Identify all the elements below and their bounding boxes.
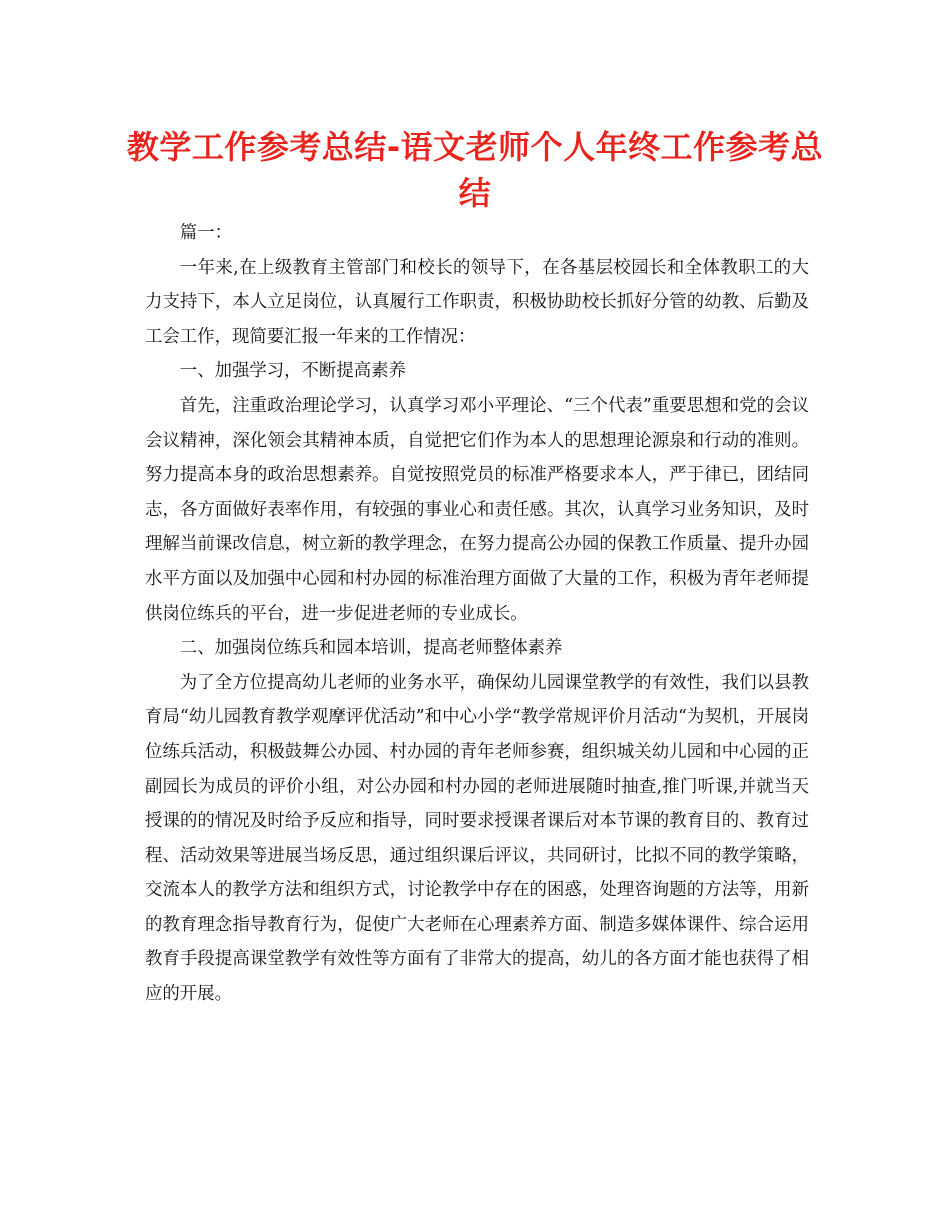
section-label: 篇一： [179,223,232,243]
paragraph-training: 为了全方位提高幼儿老师的业务水平，确保幼儿园课堂教学的有效性，我们以县教育局“幼儿园教育教学观摩评优活动”和中心小学“教学常规评价月活动“为契机，开展岗位练兵活动，积极鼓舞公办园、村办园的青年老师参赛，组织城关幼儿园和中心园的正副园长为成员的评价小组，对公办园和村办园的老师进展随时抽查,推门听课,并就当天授课的的情况及时给予反应和指导，同时要求授课者课后对本节课的教育目的、教育过程、活动效果等进展当场反思，通过组织课后评议，共同研讨，比拟不同的教学策略，交流本人的教学方法和组织方式，讨论教学中存在的困惑，处理咨询题的方法等，用新的教育理念指导教育行为，促使广大老师在心理素养方面、制造多媒体课件、综合运用教育手段提高课堂教学有效性等方面有了非常大的提高，幼儿的各方面才能也获得了相应的开展。 [145,672,809,1005]
section-heading-2: 二、加强岗位练兵和园本培训，提高老师整体素养 [179,638,563,659]
intro-paragraph: 一年来,在上级教育主管部门和校长的领导下，在各基层校园长和全体教职工的大力支持下，本人立足岗位，认真履行工作职责，积极协助校长抓好分管的幼教、后勤及工会工作，现简要汇报一年来的工作情况： [145,257,809,347]
section-heading-1: 一、加强学习，不断提高素养 [179,361,406,382]
paragraph-study: 首先，注重政治理论学习，认真学习邓小平理论、“三个代表”重要思想和党的会议会议精神，深化领会其精神本质，自觉把它们作为本人的思想理论源泉和行动的准则。努力提高本身的政治思想素养。自觉按照党员的标准严格要求本人，严于律已，团结同志，各方面做好表率作用，有较强的事业心和责任感。其次，认真学习业务知识，及时理解当前课改信息，树立新的教学理念，在努力提高公办园的保教工作质量、提升办园水平方面以及加强中心园和村办园的标准治理方面做了大量的工作，积极为青年老师提供岗位练兵的平台，进一步促进老师的专业成长。 [145,395,809,624]
document-body [145,216,809,1012]
document-title: 教学工作参考总结-语文老师个人年终工作参考总结 [126,128,824,212]
